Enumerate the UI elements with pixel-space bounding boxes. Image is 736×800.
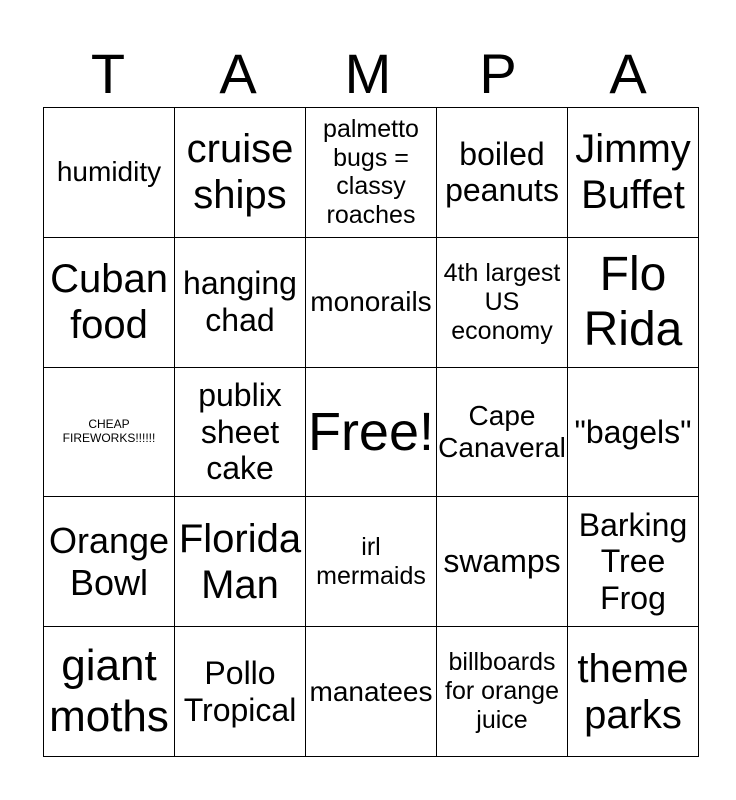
bingo-cell[interactable]: Flo Rida [568, 237, 699, 367]
bingo-cell[interactable]: "bagels" [568, 367, 699, 497]
board-row-5 [44, 627, 699, 757]
bingo-cell[interactable]: Cuban food [44, 237, 175, 367]
free-cell[interactable]: Free! [306, 367, 437, 497]
bingo-cell[interactable]: boiled peanuts [437, 108, 568, 238]
bingo-cell[interactable]: palmetto bugs = classy roaches [306, 108, 437, 238]
bingo-header [43, 40, 693, 108]
bingo-cell[interactable]: Pollo Tropical [175, 627, 306, 757]
bingo-cell[interactable]: CHEAP FIREWORKS!!!!!! [44, 367, 175, 497]
bingo-cell[interactable]: cruise ships [175, 108, 306, 238]
bingo-board [43, 107, 699, 757]
bingo-cell[interactable]: Florida Man [175, 497, 306, 627]
bingo-cell[interactable]: swamps [437, 497, 568, 627]
bingo-cell[interactable]: Cape Canaveral [437, 367, 568, 497]
bingo-cell[interactable]: hanging chad [175, 237, 306, 367]
bingo-cell[interactable]: irl mermaids [306, 497, 437, 627]
board-row-3 [44, 367, 699, 497]
header-letter-m: M [344, 42, 392, 105]
board-row-4 [44, 497, 699, 627]
bingo-cell[interactable]: theme parks [568, 627, 699, 757]
bingo-cell[interactable]: Barking Tree Frog [568, 497, 699, 627]
header-letter-a: A [219, 42, 257, 105]
header-letter-a-2: A [609, 42, 647, 105]
board-row-1 [44, 108, 699, 238]
bingo-cell[interactable]: publix sheet cake [175, 367, 306, 497]
bingo-cell[interactable]: Jimmy Buffet [568, 108, 699, 238]
bingo-cell[interactable]: manatees [306, 627, 437, 757]
bingo-cell[interactable]: 4th largest US economy [437, 237, 568, 367]
bingo-cell[interactable]: billboards for orange juice [437, 627, 568, 757]
bingo-cell[interactable]: humidity [44, 108, 175, 238]
bingo-cell[interactable]: giant moths [44, 627, 175, 757]
board-row-2 [44, 237, 699, 367]
bingo-cell[interactable]: monorails [306, 237, 437, 367]
bingo-cell[interactable]: Orange Bowl [44, 497, 175, 627]
header-letter-t: T [90, 42, 126, 105]
header-letter-p: P [479, 42, 517, 105]
